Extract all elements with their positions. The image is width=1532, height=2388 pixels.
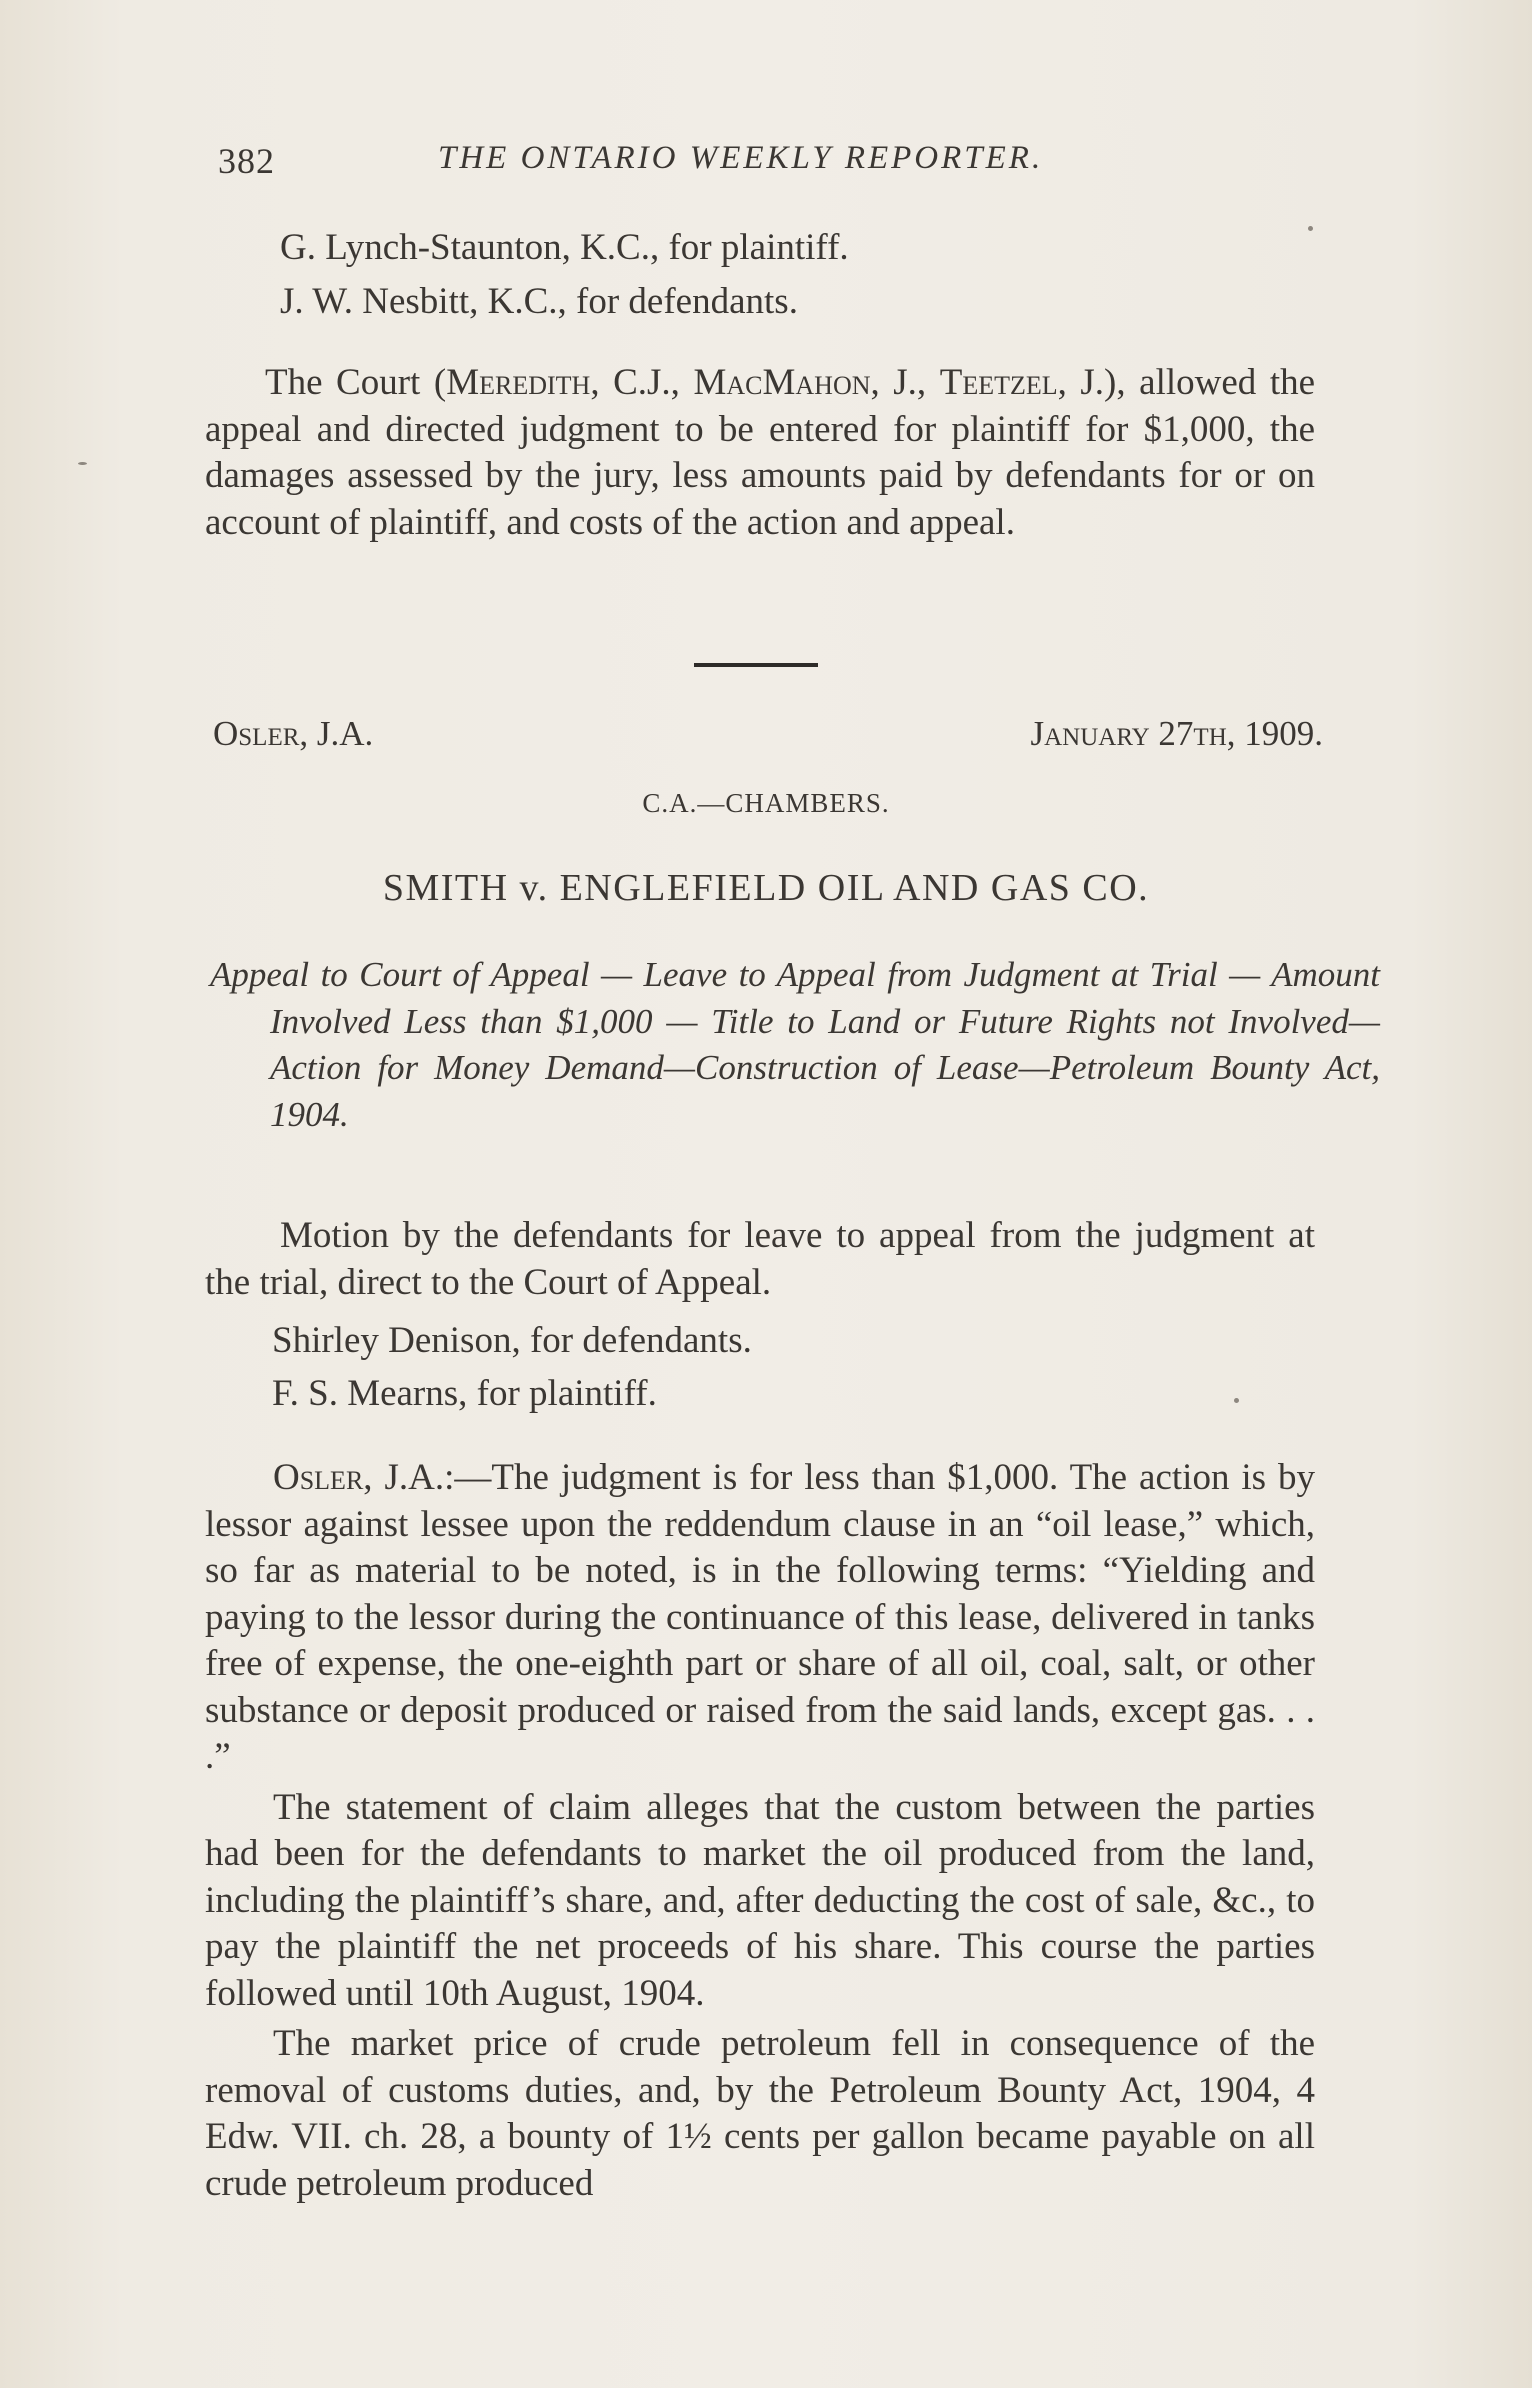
page-number: 382 <box>218 141 275 181</box>
opinion-text: :—The judgment is for less than $1,000. The action is by lessor against lessee upon the reddendum clause in an “oil lease,” which, so far as material to be noted, is in the following terms: “Yielding and paying to the lessor during the continuance of this lease, delivered in tanks free of expense, the one-eighth part or share of all oil, coal, salt, or other substance or deposit produced or raised from the said lands, except gas. . . .” <box>205 1457 1315 1777</box>
paper-speck <box>78 462 87 465</box>
section-divider <box>694 663 818 667</box>
judge-name: MacMahon <box>693 362 871 403</box>
counsel-list-top <box>280 225 1320 332</box>
headnote: Appeal to Court of Appeal — Leave to Appeal from Judgment at Trial — Amount Involved Less than $1,000 — Title to Land or Future Rights not Involved—Action for Money Demand—Construction of Lease—Petroleum Bounty Act, 1904. <box>210 955 1380 1134</box>
opinion-body <box>205 1455 1315 2211</box>
counsel-list-bottom <box>272 1318 1312 1423</box>
judgment-prefix: The Court ( <box>265 362 447 403</box>
running-head <box>218 140 1323 190</box>
counsel-line: Shirley Denison, for defendants. <box>272 1320 752 1361</box>
counsel-line: G. Lynch-Staunton, K.C., for plaintiff. <box>280 227 849 268</box>
case-header-line <box>213 714 1323 762</box>
counsel-line: J. W. Nesbitt, K.C., for defendants. <box>280 280 798 322</box>
judgment-separator: , J., <box>870 362 940 403</box>
paper-speck <box>1234 1398 1239 1403</box>
judge-name: Teetzel <box>939 362 1058 403</box>
judgment-separator: , C.J., <box>590 362 694 403</box>
counsel-line: F. S. Mearns, for plaintiff. <box>272 1372 657 1414</box>
judgment-text: , J.), allowed the appeal and directed judgment to be entered for plaintiff for $1,000, the damages assessed by the jury, less amounts paid by defendants for or on account of plaintiff, and costs of the action and appeal. <box>205 362 1316 543</box>
journal-title: THE ONTARIO WEEKLY REPORTER. <box>438 140 1044 176</box>
opinion-speaker: Osler, J.A. <box>273 1457 445 1498</box>
case-judge: Osler, J.A. <box>213 714 374 753</box>
opinion-paragraph: The market price of crude petroleum fell in consequence of the removal of customs duties, and, by the Petroleum Bounty Act, 1904, 4 Edw. VII. ch. 28, a bounty of 1½ cents per gallon became payable on all crude petroleum produced <box>205 2023 1315 2204</box>
case-date: January 27th, 1909. <box>1030 714 1323 753</box>
opinion-paragraph <box>205 1455 1315 1781</box>
motion-paragraph: Motion by the defendants for leave to appeal from the judgment at the trial, direct to the Court of Appeal. <box>205 1215 1315 1303</box>
previous-judgment-paragraph <box>205 360 1315 546</box>
court-label: C.A.—CHAMBERS. <box>642 788 890 818</box>
paper-speck <box>1308 226 1313 231</box>
case-title: SMITH v. ENGLEFIELD OIL AND GAS CO. <box>382 867 1150 909</box>
judge-name: Meredith <box>446 362 591 403</box>
opinion-paragraph: The statement of claim alleges that the custom between the parties had been for the defendants to market the oil produced from the land, including the plaintiff’s share, and, after deducting the cost of sale, &c., to pay the plaintiff the net proceeds of his share. This course the parties followed until 10th August, 1904. <box>205 1786 1315 2014</box>
